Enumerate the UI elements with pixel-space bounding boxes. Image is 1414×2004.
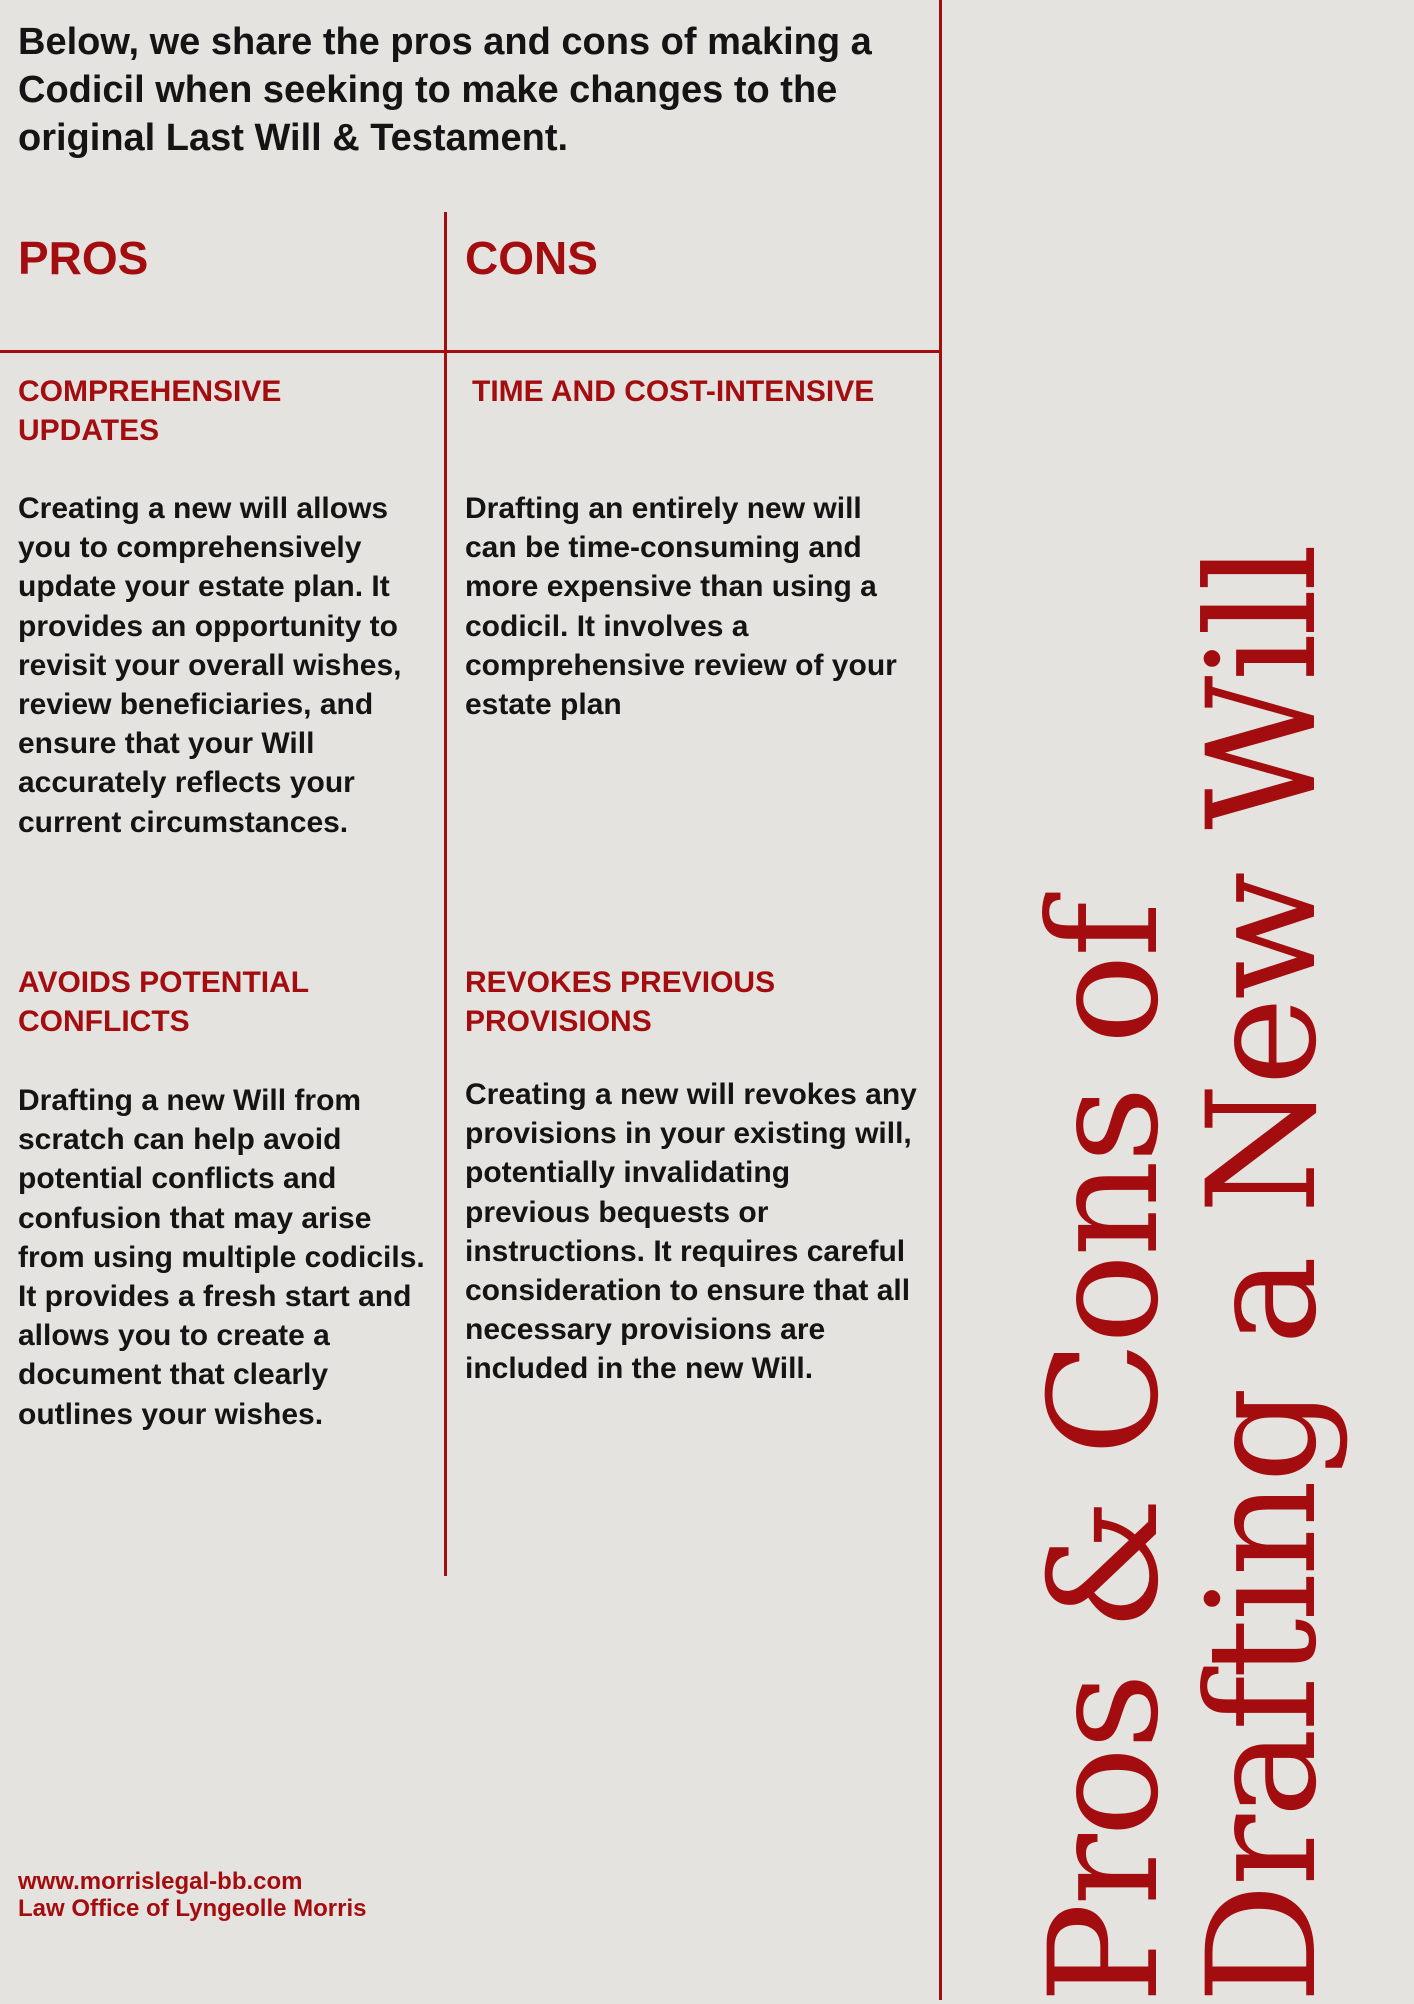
footer-website-link[interactable]: www.morrislegal-bb.com [18, 1868, 303, 1895]
panel-divider [939, 0, 942, 2000]
pros-section-2-body: Drafting a new Will from scratch can help avoid potential conflicts and confusion that may arise from using multiple codicils. It provides a fresh start and allows you to create a document that clearly outlines your wishes. [18, 1084, 425, 1431]
cons-section-1-body: Drafting an entirely new will can be time-consuming and more expensive than using a codicil. It involves a comprehensive review of your estate plan [465, 492, 897, 722]
cons-section-2-heading: REVOKES PREVIOUS PROVISIONS [465, 966, 776, 1038]
column-divider [444, 212, 447, 1576]
header-rule [0, 350, 942, 353]
pros-section-1-body: Creating a new will allows you to comprehensively update your estate plan. It provides an opportunity to revisit your overall wishes, review beneficiaries, and ensure that your Will accurately reflects your current circumstances. [18, 492, 402, 839]
intro-text: Below, we share the pros and cons of making a Codicil when seeking to make changes to the original Last Will & Testament. [18, 21, 872, 159]
cons-section-2-body: Creating a new will revokes any provisions in your existing will, potentially invalidating previous bequests or instructions. It requires careful consideration to ensure that all necessary provisions are included in the new Will. [465, 1078, 917, 1386]
pros-section-1-heading: COMPREHENSIVE UPDATES [18, 375, 282, 447]
vertical-title [1018, 546, 1350, 2004]
pros-heading: PROS [18, 232, 149, 284]
pros-section-2-heading: AVOIDS POTENTIAL CONFLICTS [18, 966, 309, 1038]
footer [18, 1868, 367, 1922]
vertical-title-line-1: Pros & Cons of [1018, 904, 1192, 2004]
cons-heading: CONS [465, 232, 598, 284]
cons-section-1-heading: TIME AND COST-INTENSIVE [472, 375, 875, 408]
footer-firm-name: Law Office of Lyngeolle Morris [18, 1895, 367, 1922]
vertical-title-line-2: Drafting a New Will [1176, 546, 1350, 2004]
